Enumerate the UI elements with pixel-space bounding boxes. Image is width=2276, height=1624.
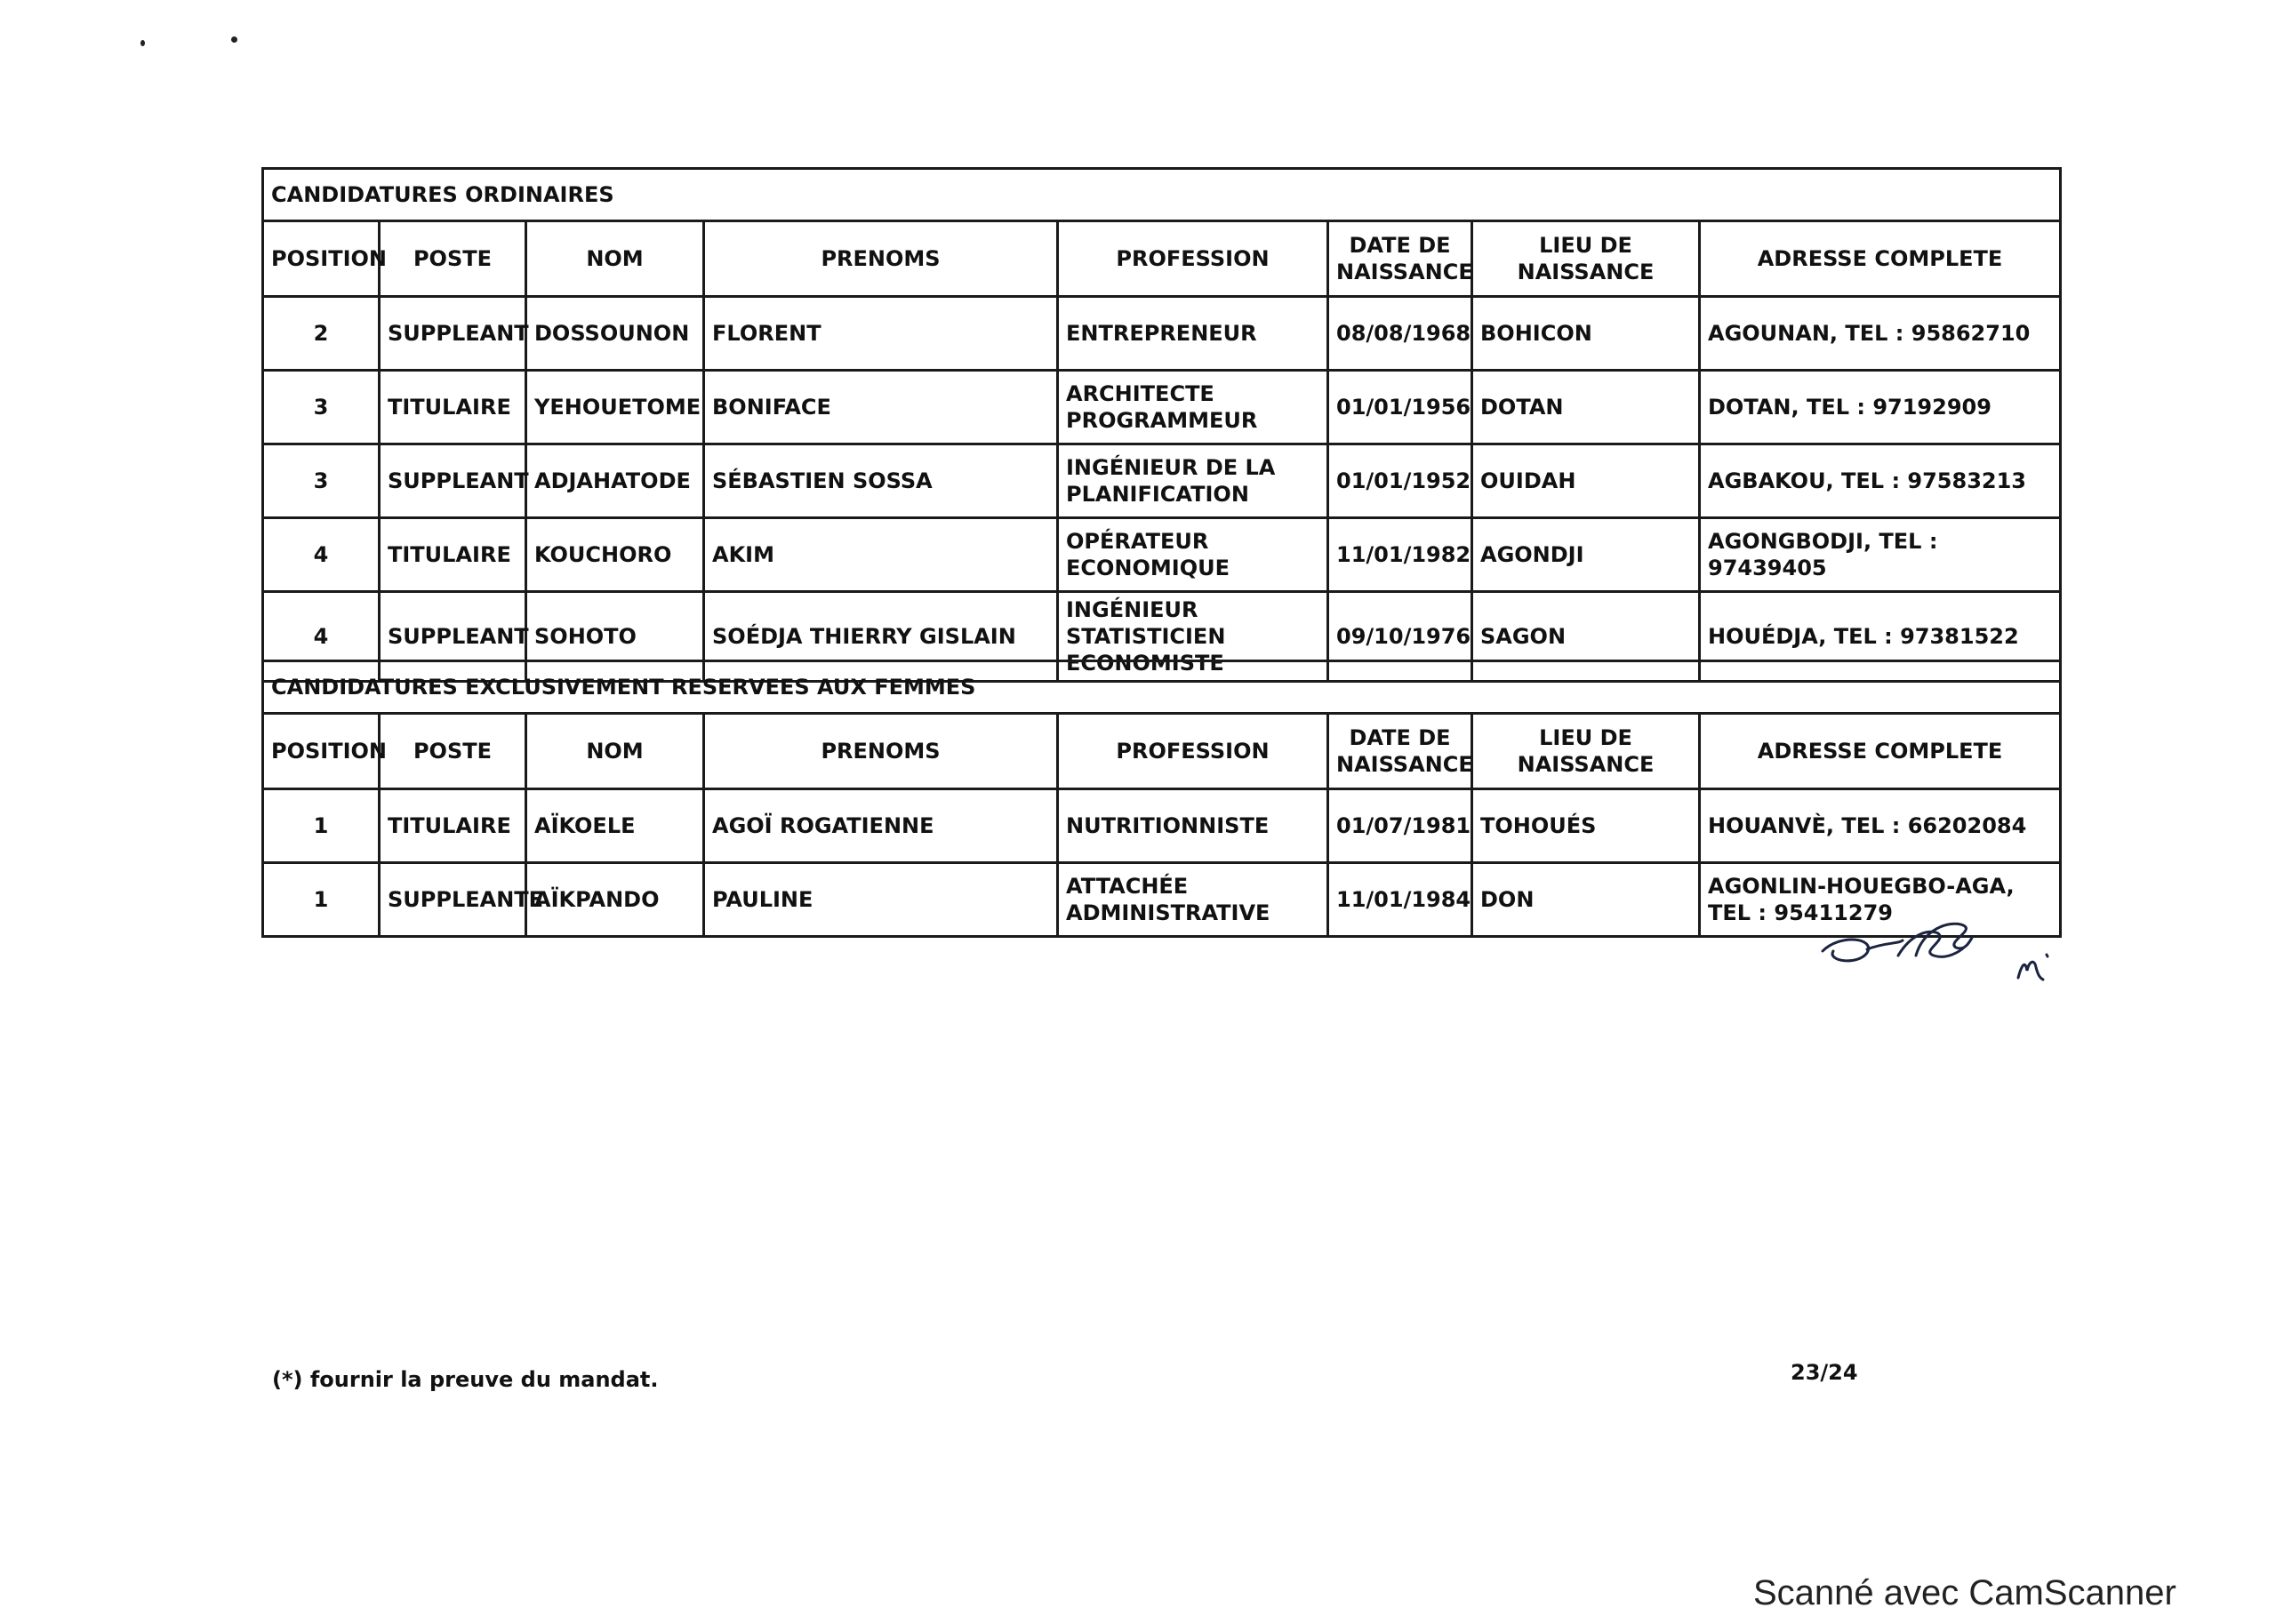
cell-adresse: HOUÉDJA, TEL : 97381522 [1700, 592, 2061, 682]
cell-position: 4 [263, 518, 380, 592]
header-nom: NOM [526, 221, 704, 297]
cell-adresse: HOUANVÈ, TEL : 66202084 [1700, 789, 2061, 863]
table-row [263, 444, 2061, 518]
cell-lieu-naissance: OUIDAH [1472, 444, 1700, 518]
cell-prenoms: SÉBASTIEN SOSSA [704, 444, 1058, 518]
header-position: POSITION [263, 221, 380, 297]
cell-prenoms: PAULINE [704, 863, 1058, 937]
cell-date-naissance: 11/01/1982 [1328, 518, 1472, 592]
cell-profession: INGÉNIEUR STATISTICIEN ECONOMISTE [1058, 592, 1328, 682]
cell-poste: SUPPLEANT [380, 592, 526, 682]
cell-position: 3 [263, 371, 380, 444]
cell-adresse: DOTAN, TEL : 97192909 [1700, 371, 2061, 444]
cell-position: 1 [263, 863, 380, 937]
cell-adresse: AGBAKOU, TEL : 97583213 [1700, 444, 2061, 518]
header-profession: PROFESSION [1058, 714, 1328, 789]
cell-profession: NUTRITIONNISTE [1058, 789, 1328, 863]
cell-poste: TITULAIRE [380, 518, 526, 592]
scan-speck [140, 40, 145, 46]
table-row [263, 371, 2061, 444]
header-prenoms: PRENOMS [704, 221, 1058, 297]
cell-date-naissance: 09/10/1976 [1328, 592, 1472, 682]
cell-prenoms: BONIFACE [704, 371, 1058, 444]
cell-date-naissance: 08/08/1968 [1328, 297, 1472, 371]
table-row [263, 518, 2061, 592]
cell-profession: ARCHITECTE PROGRAMMEUR [1058, 371, 1328, 444]
signature-mark [1814, 916, 2072, 1004]
scan-speck [231, 36, 237, 43]
candidates-table [261, 167, 2062, 683]
header-position: POSITION [263, 714, 380, 789]
candidatures-femmes-table [261, 660, 2059, 938]
cell-nom: SOHOTO [526, 592, 704, 682]
cell-poste: SUPPLEANT [380, 444, 526, 518]
header-date-naissance: DATE DE NAISSANCE [1328, 714, 1472, 789]
cell-poste: TITULAIRE [380, 371, 526, 444]
table-row [263, 863, 2061, 937]
page-number: 23/24 [1791, 1360, 1858, 1385]
section-title: CANDIDATURES ORDINAIRES [263, 169, 2061, 221]
cell-position: 3 [263, 444, 380, 518]
cell-lieu-naissance: DON [1472, 863, 1700, 937]
camscanner-watermark: Scanné avec CamScanner [1753, 1573, 2176, 1612]
cell-date-naissance: 11/01/1984 [1328, 863, 1472, 937]
cell-nom: AÏKPANDO [526, 863, 704, 937]
cell-nom: AÏKOELE [526, 789, 704, 863]
cell-position: 2 [263, 297, 380, 371]
cell-nom: ADJAHATODE [526, 444, 704, 518]
cell-lieu-naissance: DOTAN [1472, 371, 1700, 444]
candidates-table [261, 660, 2062, 938]
cell-lieu-naissance: TOHOUÉS [1472, 789, 1700, 863]
table-row [263, 789, 2061, 863]
cell-lieu-naissance: SAGON [1472, 592, 1700, 682]
cell-prenoms: FLORENT [704, 297, 1058, 371]
cell-position: 1 [263, 789, 380, 863]
table-row [263, 297, 2061, 371]
cell-profession: ENTREPRENEUR [1058, 297, 1328, 371]
cell-lieu-naissance: AGONDJI [1472, 518, 1700, 592]
cell-poste: SUPPLEANT [380, 297, 526, 371]
cell-poste: SUPPLEANTE [380, 863, 526, 937]
cell-prenoms: SOÉDJA THIERRY GISLAIN [704, 592, 1058, 682]
cell-poste: TITULAIRE [380, 789, 526, 863]
section-title: CANDIDATURES EXCLUSIVEMENT RESERVEES AUX FEMMES [263, 661, 2061, 714]
cell-nom: DOSSOUNON [526, 297, 704, 371]
cell-date-naissance: 01/01/1952 [1328, 444, 1472, 518]
cell-nom: KOUCHORO [526, 518, 704, 592]
header-nom: NOM [526, 714, 704, 789]
table-header-row [263, 221, 2061, 297]
header-adresse: ADRESSE COMPLETE [1700, 221, 2061, 297]
table-header-row [263, 714, 2061, 789]
header-lieu-naissance: LIEU DE NAISSANCE [1472, 221, 1700, 297]
cell-lieu-naissance: BOHICON [1472, 297, 1700, 371]
cell-profession: OPÉRATEUR ECONOMIQUE [1058, 518, 1328, 592]
header-adresse: ADRESSE COMPLETE [1700, 714, 2061, 789]
footnote: (*) fournir la preuve du mandat. [272, 1367, 659, 1392]
cell-prenoms: AKIM [704, 518, 1058, 592]
cell-date-naissance: 01/01/1956 [1328, 371, 1472, 444]
cell-adresse: AGOUNAN, TEL : 95862710 [1700, 297, 2061, 371]
header-prenoms: PRENOMS [704, 714, 1058, 789]
cell-date-naissance: 01/07/1981 [1328, 789, 1472, 863]
cell-adresse: AGONGBODJI, TEL : 97439405 [1700, 518, 2061, 592]
candidatures-ordinaires-table [261, 167, 2059, 683]
header-poste: POSTE [380, 221, 526, 297]
cell-profession: INGÉNIEUR DE LA PLANIFICATION [1058, 444, 1328, 518]
cell-prenoms: AGOÏ ROGATIENNE [704, 789, 1058, 863]
cell-position: 4 [263, 592, 380, 682]
header-date-naissance: DATE DE NAISSANCE [1328, 221, 1472, 297]
header-poste: POSTE [380, 714, 526, 789]
header-profession: PROFESSION [1058, 221, 1328, 297]
cell-adresse: AGONLIN-HOUEGBO-AGA, TEL : 95411279 [1700, 863, 2061, 937]
header-lieu-naissance: LIEU DE NAISSANCE [1472, 714, 1700, 789]
cell-profession: ATTACHÉE ADMINISTRATIVE [1058, 863, 1328, 937]
cell-nom: YEHOUETOME [526, 371, 704, 444]
